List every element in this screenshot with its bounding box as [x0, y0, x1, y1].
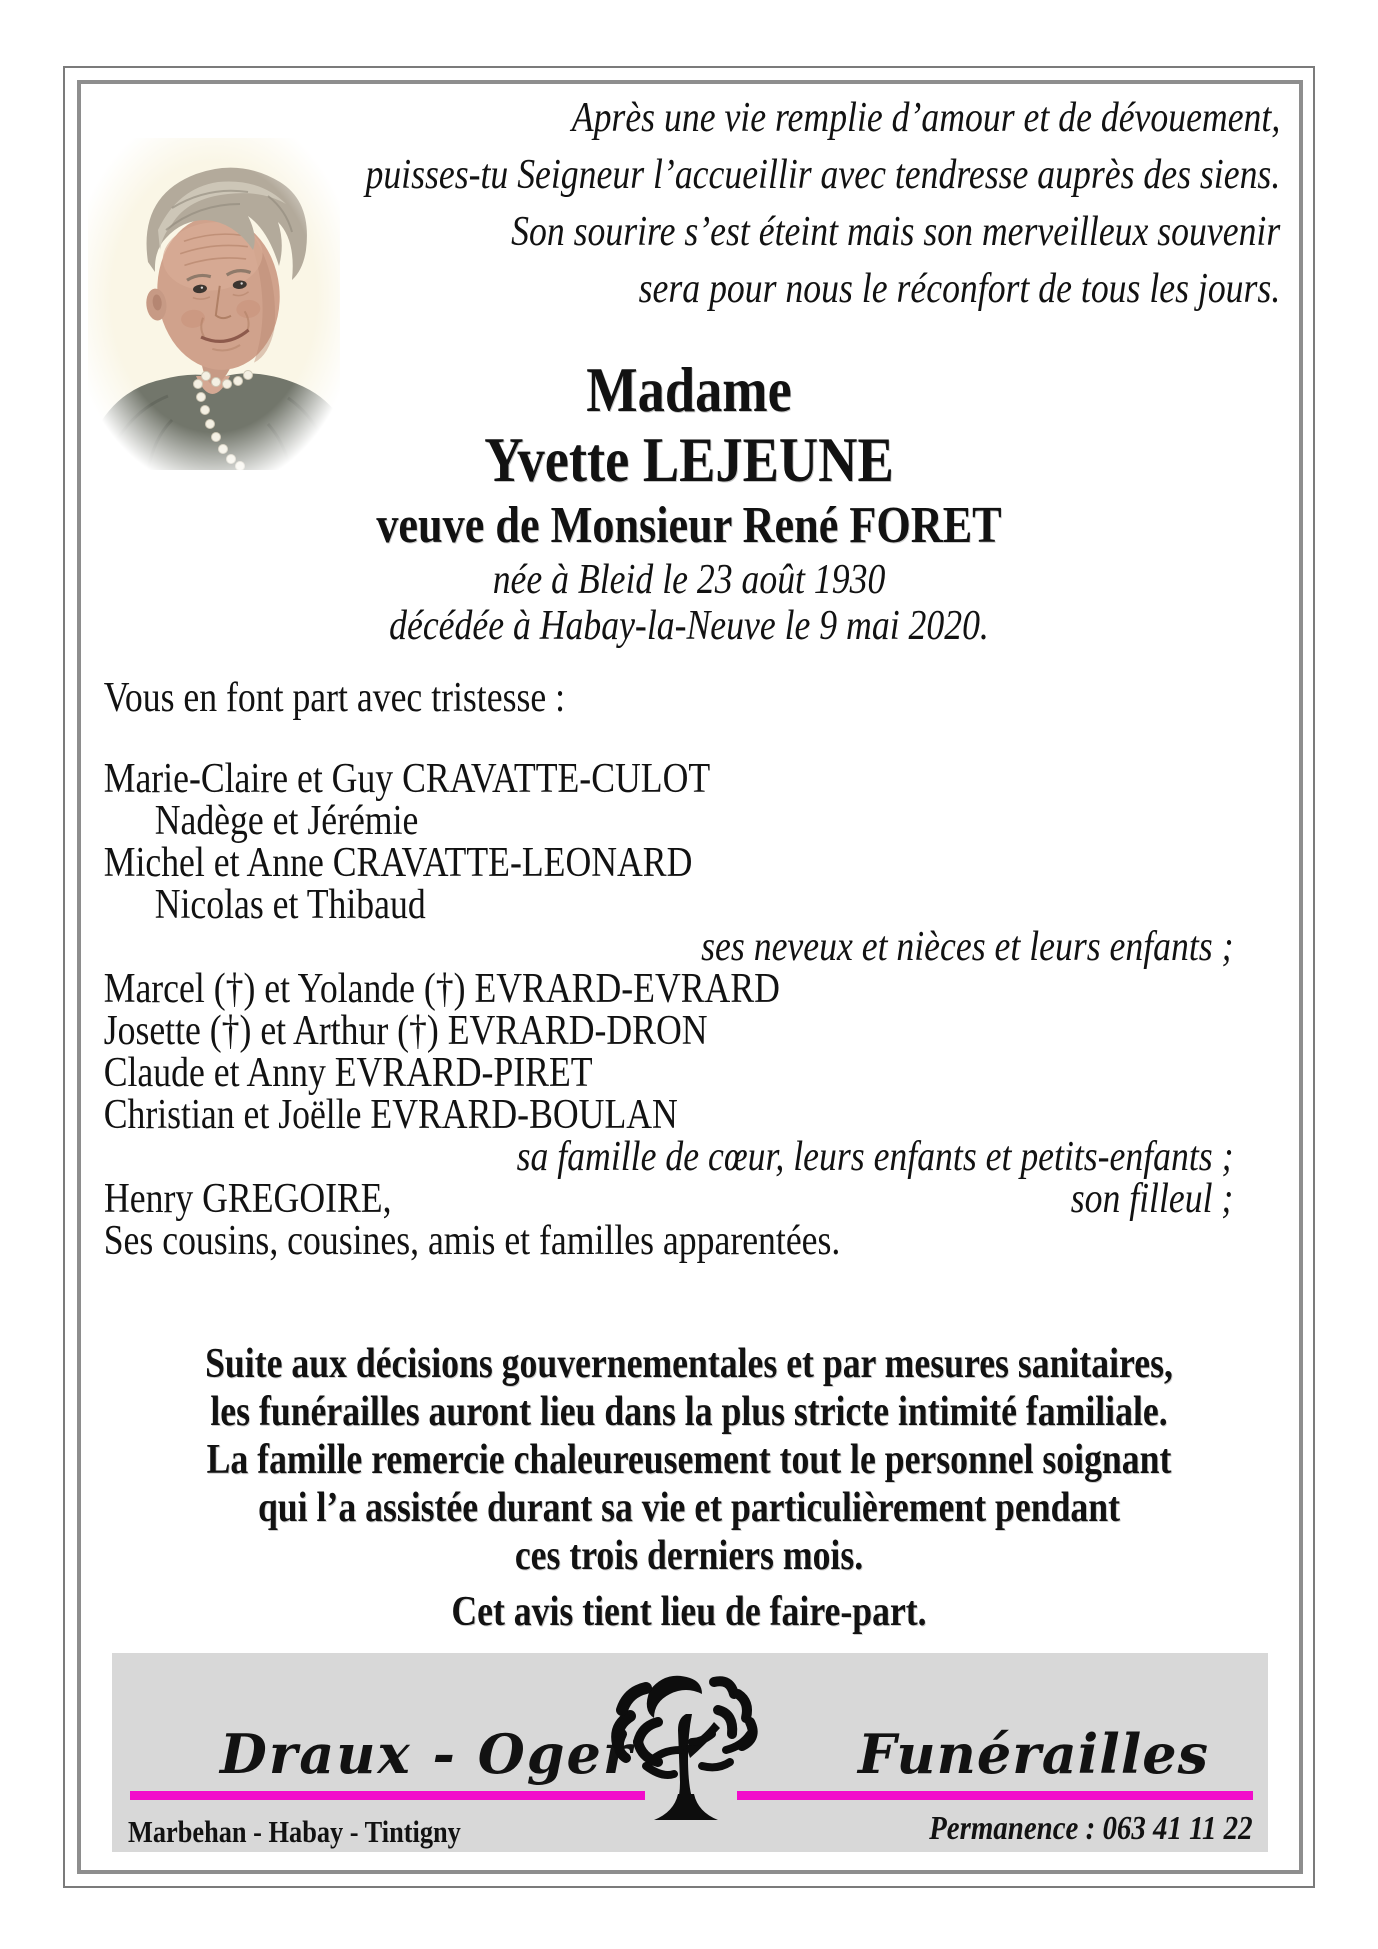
family-entry: Marcel (†) et Yolande (†) EVRARD-EVRARD [103, 966, 780, 1012]
epitaph-line: Après une vie remplie d’amour et de dévouement, [571, 95, 1281, 141]
notice-line: les funérailles auront lieu dans la plus stricte intimité familiale. [210, 1389, 1168, 1435]
family-entry-split [0, 1178, 1378, 1220]
family-relation: ses neveux et nièces et leurs enfants ; [701, 924, 1234, 970]
family-entry: Marie-Claire et Guy CRAVATTE-CULOT [103, 756, 711, 802]
deceased-birth-line: née à Bleid le 23 août 1930 [492, 557, 886, 603]
deceased-block [103, 355, 1274, 649]
notice-line: Suite aux décisions gouvernementales et par mesures sanitaires, [205, 1341, 1173, 1387]
family-entry: Josette (†) et Arthur (†) EVRARD-DRON [103, 1008, 708, 1054]
funeral-home-name: Draux - Oger [220, 1722, 634, 1786]
epitaph [207, 90, 1378, 318]
closing-line: Cet avis tient lieu de faire-part. [451, 1589, 927, 1635]
family-entry: Nadège et Jérémie [154, 798, 419, 844]
accent-bar-left [130, 1791, 645, 1800]
notice-line: La famille remercie chaleureusement tout le personnel soignant [206, 1437, 1172, 1483]
family-entry: Ses cousins, cousines, amis et familles apparentées. [103, 1218, 841, 1264]
announcement-intro: Vous en font part avec tristesse : [103, 675, 566, 721]
family-relation: sa famille de cœur, leurs enfants et petits-enfants ; [516, 1134, 1234, 1180]
family-entry: Christian et Joëlle EVRARD-BOULAN [103, 1092, 678, 1138]
family-relation: son filleul ; [1070, 1176, 1233, 1222]
notice-line: qui l’a assistée durant sa vie et particulièrement pendant [257, 1485, 1121, 1531]
funeral-home-service: Funérailles [858, 1722, 1210, 1786]
deceased-title: Madame [586, 354, 792, 425]
family-entry: Henry GREGOIRE, [104, 1176, 392, 1222]
deceased-widow-line: veuve de Monsieur René FORET [376, 497, 1002, 554]
epitaph-line: sera pour nous le réconfort de tous les jours. [638, 266, 1281, 312]
notice-line: ces trois derniers mois. [514, 1533, 864, 1579]
deceased-name: Yvette LEJEUNE [484, 424, 894, 495]
accent-bar-right [737, 1791, 1253, 1800]
epitaph-line: puisses-tu Seigneur l’accueillir avec tendresse auprès des siens. [365, 152, 1281, 198]
family-entry: Claude et Anny EVRARD-PIRET [103, 1050, 593, 1096]
family-list [0, 758, 1378, 1262]
family-entry: Nicolas et Thibaud [154, 882, 426, 928]
funeral-notice [103, 1340, 1274, 1580]
epitaph-line: Son sourire s’est éteint mais son merveilleux souvenir [511, 209, 1281, 255]
deceased-death-line: décédée à Habay-la-Neuve le 9 mai 2020. [389, 603, 989, 649]
funeral-home-locations: Marbehan - Habay - Tintigny [128, 1814, 461, 1849]
family-entry: Michel et Anne CRAVATTE-LEONARD [103, 840, 693, 886]
funeral-home-phone: Permanence : 063 41 11 22 [929, 1810, 1253, 1847]
